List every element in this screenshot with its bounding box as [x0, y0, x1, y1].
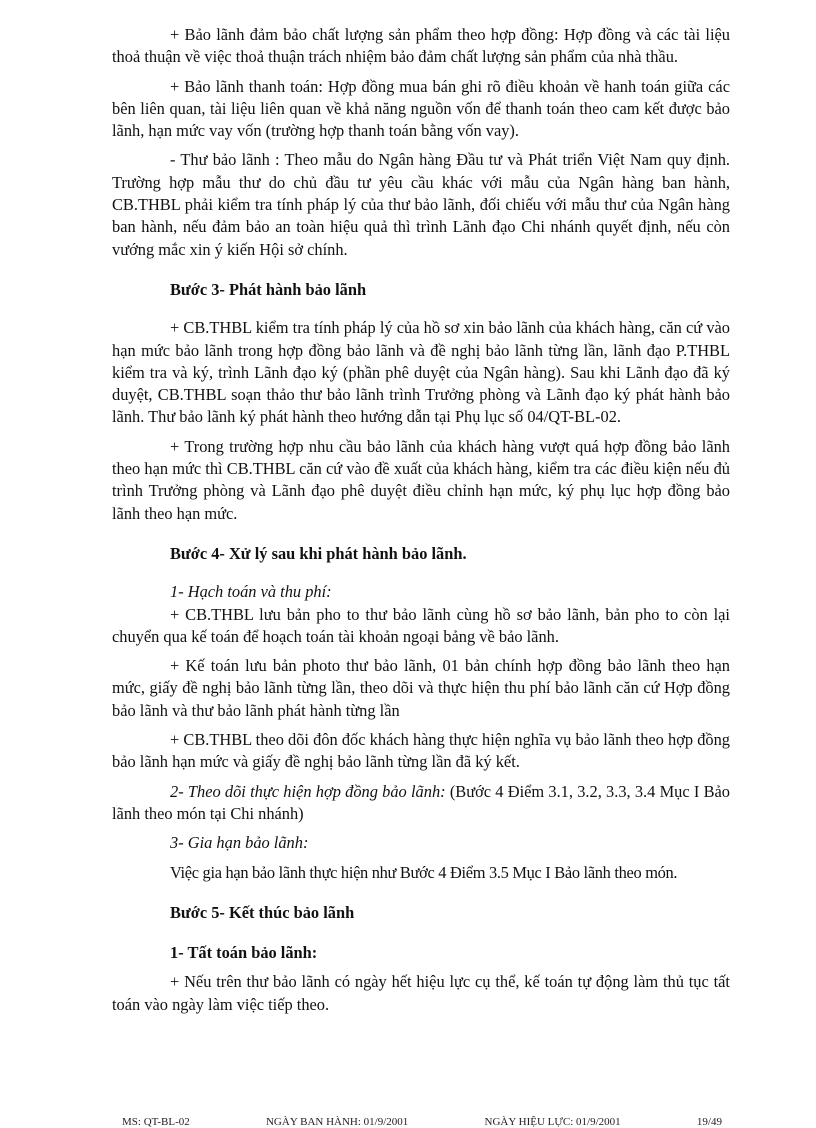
subheading-contract-follow-up: 2- Theo dõi thực hiện hợp đồng bảo lãnh: — [170, 781, 446, 801]
subheading-accounting-fee: 1- Hạch toán và thu phí: — [170, 582, 332, 602]
paragraph-payment-guarantee: + Bảo lãnh thanh toán: Hợp đồng mua bán ghi rõ điều khoản về hanh toán giữa các bên liên quan, tài liệu liên quan về khả năng nguồn vốn để thanh toán theo cam kết được bảo lãnh, hạn mức vay vốn (trường hợp thanh toán bằng vốn vay). — [112, 76, 730, 141]
footer-document-code: MS: QT-BL-02 — [122, 1116, 190, 1128]
paragraph-quality-guarantee: + Bảo lãnh đảm bảo chất lượng sản phẩm theo hợp đồng: Hợp đồng và các tài liệu thoả thuận về việc thoả thuận trách nhiệm bảo đảm chất lượng sản phẩm của nhà thầu. — [112, 25, 730, 67]
paragraph-monitoring: + CB.THBL theo dõi đôn đốc khách hàng thực hiện nghĩa vụ bảo lãnh theo hợp đồng bảo lãnh hạn mức và giấy đề nghị bảo lãnh từng lần đã ký kết. — [112, 730, 730, 772]
paragraph-accountant: + Kế toán lưu bản photo thư bảo lãnh, 01 bản chính hợp đồng bảo lãnh theo hạn mức, giấy đề nghị bảo lãnh từng lần, theo dõi và thực hiện thu phí bảo lãnh căn cứ Hợp đồng bảo lãnh và thư bảo lãnh phát hành từng lần — [112, 656, 730, 720]
heading-settlement: 1- Tất toán bảo lãnh: — [170, 943, 318, 963]
document-body — [112, 24, 730, 1016]
heading-step-4: Bước 4- Xử lý sau khi phát hành bảo lãnh. — [170, 543, 467, 563]
paragraph-issue-check: + CB.THBL kiểm tra tính pháp lý của hồ sơ xin bảo lãnh của khách hàng, căn cứ vào hạn mức bảo lãnh trong hợp đồng bảo lãnh và đề nghị bảo lãnh từng lần, lãnh đạo P.THBL kiểm tra và ký, trình Lãnh đạo ký (phần phê duyệt của Ngân hàng). Sau khi Lãnh đạo đã ký duyệt, CB.THBL soạn thảo thư bảo lãnh trình Trưởng phòng và Lãnh đạo ký phát hành bảo lãnh. Thư bảo lãnh ký phát hành theo hướng dẫn tại Phụ lục số 04/QT-BL-02. — [112, 318, 730, 427]
paragraph-extension: Việc gia hạn bảo lãnh thực hiện như Bước 4 Điểm 3.5 Mục I Bảo lãnh theo món. — [170, 862, 678, 882]
footer-page-number: 19/49 — [696, 1116, 722, 1128]
footer-issue-date: NGÀY BAN HÀNH: 01/9/2001 — [265, 1116, 409, 1128]
contract-follow-up-reference: (Bước 4 Điểm 3.1, 3.2, 3.3, 3.4 Mục I Bảo lãnh theo món tại Chi nhánh) — [112, 781, 730, 823]
footer-effective-date: NGÀY HIỆU LỰC: 01/9/2001 — [484, 1116, 621, 1128]
subheading-extension: 3- Gia hạn bảo lãnh: — [170, 833, 309, 853]
paragraph-photocopy: + CB.THBL lưu bản pho to thư bảo lãnh cùng hồ sơ bảo lãnh, bản pho to còn lại chuyển qua kế toán để hoạch toán tài khoản ngoại bảng về bảo lãnh. — [112, 604, 730, 646]
paragraph-settlement: + Nếu trên thư bảo lãnh có ngày hết hiệu lực cụ thể, kế toán tự động làm thủ tục tất toán vào ngày làm việc tiếp theo. — [112, 972, 730, 1014]
heading-step-5: Bước 5- Kết thúc bảo lãnh — [170, 902, 355, 922]
page-footer — [122, 1116, 722, 1128]
heading-step-3: Bước 3- Phát hành bảo lãnh — [170, 279, 367, 299]
paragraph-guarantee-letter: - Thư bảo lãnh : Theo mẫu do Ngân hàng Đầu tư và Phát triển Việt Nam quy định. Trường hợp mẫu thư do chủ đầu tư yêu cầu khác với mẫu của Ngân hàng ban hành, CB.THBL phải kiểm tra tính pháp lý của thư bảo lãnh, đối chiếu với mẫu thư của Ngân hàng ban hành, nếu đảm bảo an toàn hiệu quả thì trình Lãnh đạo Chi nhánh quyết định, nếu còn vướng mắc xin ý kiến Hội sở chính. — [112, 150, 730, 259]
paragraph-contract-follow-up — [112, 781, 730, 826]
paragraph-limit-exceeded: + Trong trường hợp nhu cầu bảo lãnh của khách hàng vượt quá hợp đồng bảo lãnh theo hạn mức thì CB.THBL căn cứ vào đề xuất của khách hàng, kiểm tra các điều kiện nếu đủ trình Trưởng phòng và Lãnh đạo phê duyệt điều chỉnh hạn mức, ký phụ lục hợp đồng bảo lãnh theo hạn mức. — [112, 436, 730, 523]
